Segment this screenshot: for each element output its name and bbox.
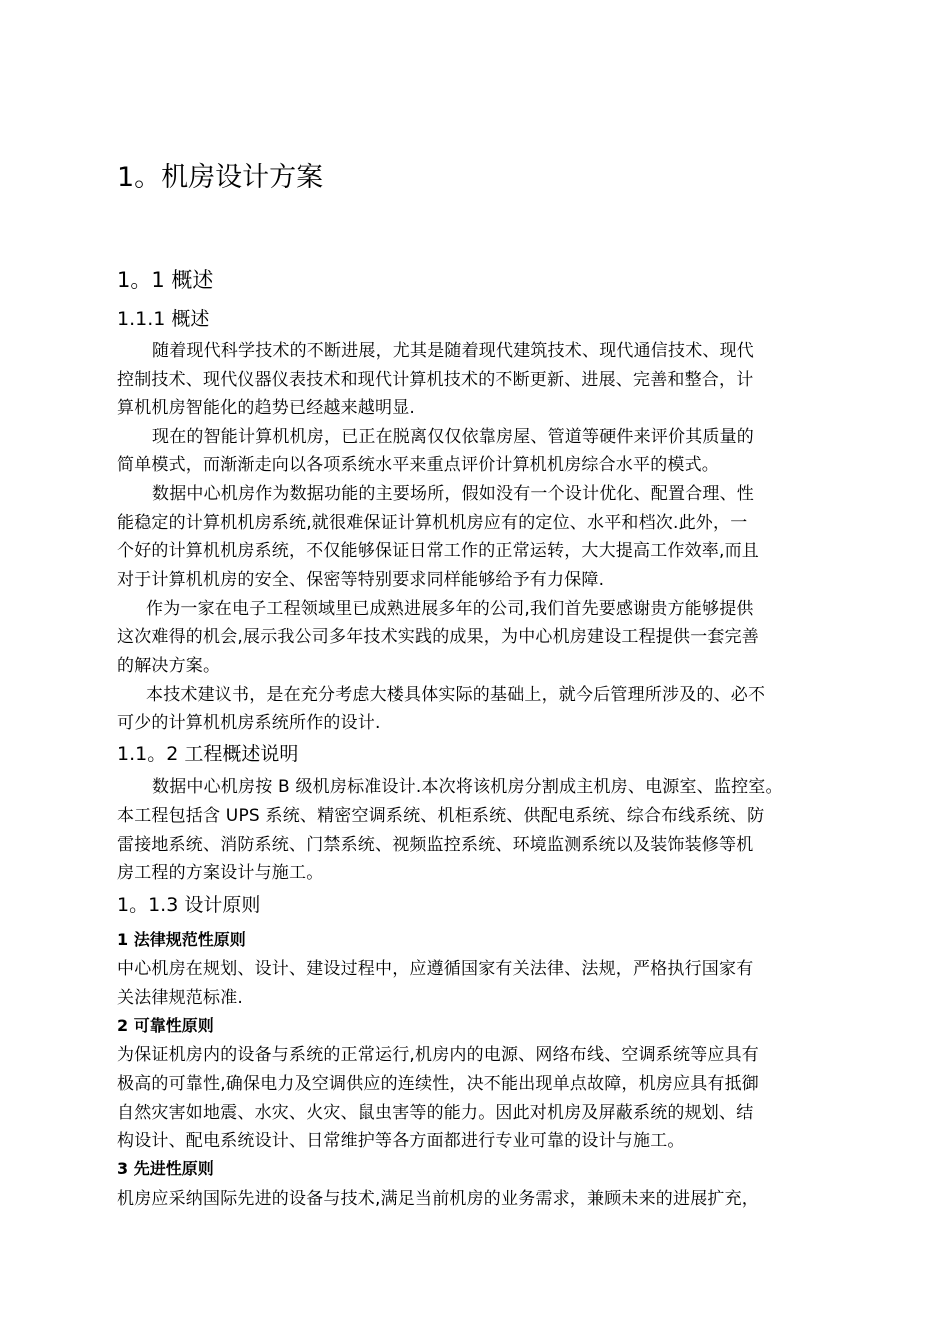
paragraph-line: 作为一家在电子工程领域里已成熟进展多年的公司,我们首先要感谢贵方能够提供: [146, 599, 754, 619]
paragraph-line: 中心机房在规划、设计、建设过程中，应遵循国家有关法律、法规，严格执行国家有: [117, 959, 754, 979]
paragraph-line: 本工程包括含 UPS 系统、精密空调系统、机柜系统、供配电系统、综合布线系统、防: [117, 806, 765, 826]
paragraph-line: 控制技术、现代仪器仪表技术和现代计算机技术的不断更新、进展、完善和整合，计: [117, 370, 754, 390]
paragraph-line: 现在的智能计算机机房，已正在脱离仅仅依靠房屋、管道等硬件来评价其质量的: [152, 427, 754, 447]
paragraph-line: 这次难得的机会,展示我公司多年技术实践的成果，为中心机房建设工程提供一套完善: [117, 627, 760, 647]
paragraph-line: 数据中心机房按 B 级机房标准设计.本次将该机房分割成主机房、电源室、监控室。: [152, 777, 783, 797]
paragraph-line: 数据中心机房作为数据功能的主要场所，假如没有一个设计优化、配置合理、性: [152, 484, 754, 504]
section-heading-1-1-3: 1。1.3 设计原则: [117, 894, 261, 916]
section-heading-1-1: 1。1 概述: [117, 268, 214, 292]
paragraph-line: 构设计、配电系统设计、日常维护等各方面都进行专业可靠的设计与施工。: [117, 1131, 685, 1151]
paragraph-line: 极高的可靠性,确保电力及空调供应的连续性，决不能出现单点故障，机房应具有抵御: [117, 1074, 760, 1094]
section-heading-1-1-2: 1.1。2 工程概述说明: [117, 743, 299, 765]
paragraph-line: 机房应采纳国际先进的设备与技术,满足当前机房的业务需求，兼顾未来的进展扩充，: [117, 1189, 760, 1209]
page-title: 1。机房设计方案: [117, 162, 324, 193]
principle-title: 1 法律规范性原则: [117, 930, 246, 949]
paragraph-line: 随着现代科学技术的不断进展，尤其是随着现代建筑技术、现代通信技术、现代: [152, 341, 754, 361]
paragraph-line: 对于计算机机房的安全、保密等特别要求同样能够给予有力保障.: [117, 570, 605, 590]
paragraph-line: 本技术建议书，是在充分考虑大楼具体实际的基础上，就今后管理所涉及的、必不: [146, 685, 766, 705]
paragraph-line: 简单模式，而渐渐走向以各项系统水平来重点评价计算机机房综合水平的模式。: [117, 455, 719, 475]
paragraph-line: 能稳定的计算机机房系统,就很难保证计算机机房应有的定位、水平和档次.此外，一: [117, 513, 748, 533]
paragraph-line: 的解决方案。: [117, 656, 221, 676]
paragraph-line: 为保证机房内的设备与系统的正常运行,机房内的电源、网络布线、空调系统等应具有: [117, 1045, 760, 1065]
paragraph-line: 自然灾害如地震、水灾、火灾、鼠虫害等的能力。因此对机房及屏蔽系统的规划、结: [117, 1103, 754, 1123]
paragraph-line: 关法律规范标准.: [117, 988, 244, 1008]
principle-title: 2 可靠性原则: [117, 1016, 214, 1035]
paragraph-line: 可少的计算机机房系统所作的设计.: [117, 713, 381, 733]
section-heading-1-1-1: 1.1.1 概述: [117, 308, 210, 330]
paragraph-line: 个好的计算机机房系统，不仅能够保证日常工作的正常运转，大大提高工作效率,而且: [117, 541, 760, 561]
paragraph-line: 算机机房智能化的趋势已经越来越明显.: [117, 398, 416, 418]
paragraph-line: 房工程的方案设计与施工。: [117, 863, 324, 883]
principle-title: 3 先进性原则: [117, 1159, 214, 1178]
paragraph-line: 雷接地系统、消防系统、门禁系统、视频监控系统、环境监测系统以及装饰装修等机: [117, 835, 754, 855]
